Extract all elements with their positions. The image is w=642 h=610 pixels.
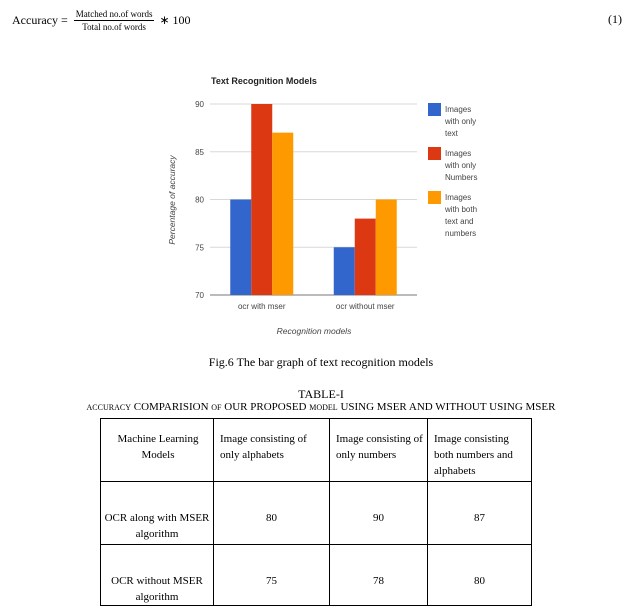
y-tick-label: 70 [195, 291, 204, 300]
subtitle-part: COMPARISION [130, 401, 212, 413]
bar [230, 200, 251, 296]
legend-label: text [445, 129, 458, 138]
legend-label: text and [445, 217, 474, 226]
header-cell [330, 419, 428, 482]
value-cell [214, 482, 330, 545]
subtitle-part: MODEL [309, 403, 338, 412]
value-cell [330, 482, 428, 545]
table-subtitle [0, 401, 642, 413]
legend-label: Images [445, 105, 472, 114]
legend-label: with both [445, 205, 478, 214]
row-value: 78 [373, 575, 384, 587]
y-tick-label: 85 [195, 147, 204, 157]
bar [251, 104, 272, 295]
legend-swatch [428, 103, 441, 116]
value-cell [330, 545, 428, 606]
row-label: OCR without MSER algorithm [111, 575, 203, 603]
equation-numerator: Matched no.of words [75, 8, 153, 19]
bar [272, 133, 293, 295]
value-cell [428, 545, 532, 606]
x-tick-label: ocr without mser [335, 302, 395, 311]
equation-number: (1) [608, 12, 622, 26]
row-value: 75 [266, 575, 277, 587]
row-label: OCR along with MSER algorithm [104, 512, 210, 540]
subtitle-part: OUR PROPOSED [221, 401, 310, 413]
value-cell [214, 545, 330, 606]
header-both: Image consisting both numbers and alphabets [434, 433, 513, 477]
equation-fraction [74, 9, 155, 32]
chart-title: Text Recognition Models [211, 76, 317, 86]
figure-caption: Fig.6 The bar graph of text recognition models [208, 355, 434, 369]
equation-multiplier: ∗ 100 [159, 12, 191, 27]
accuracy-equation [12, 6, 191, 34]
legend-label: numbers [445, 229, 477, 238]
row-value: 80 [266, 512, 277, 524]
row-value: 80 [474, 575, 485, 587]
subtitle-part: USING MSER AND WITHOUT USING MSER [337, 401, 556, 413]
legend-label: Numbers [445, 173, 478, 182]
y-tick-label: 90 [195, 100, 204, 109]
header-cell [214, 419, 330, 482]
y-tick-label: 75 [195, 243, 204, 253]
bar [334, 247, 355, 295]
legend-label: with only [445, 117, 477, 126]
subtitle-part: ACCURACY [86, 403, 131, 412]
row-value: 87 [474, 512, 485, 524]
y-axis-label: Percentage of accuracy [167, 155, 177, 245]
legend-label: Images [445, 193, 472, 202]
row-label-cell [101, 482, 214, 545]
table-row [101, 545, 532, 606]
header-cell [101, 419, 214, 482]
legend-label: with only [445, 161, 477, 170]
y-tick-label: 80 [195, 195, 204, 205]
header-cell [428, 419, 532, 482]
subtitle-part: OF [211, 403, 222, 412]
header-numbers: Image consisting of only numbers [336, 433, 423, 461]
table-header-row [101, 419, 532, 482]
results-table [100, 418, 532, 606]
header-models: Machine Learning Models [117, 433, 199, 461]
table-row [101, 482, 532, 545]
legend-swatch [428, 147, 441, 160]
bar-chart [160, 68, 500, 348]
bar [355, 219, 376, 295]
header-alphabets: Image consisting of only alphabets [220, 433, 307, 461]
row-value: 90 [373, 512, 384, 524]
table-title: TABLE-I [298, 387, 344, 401]
bar [376, 200, 397, 296]
x-axis-label: Recognition models [276, 326, 352, 336]
equation-denominator: Total no.of words [82, 21, 146, 32]
legend-label: Images [445, 149, 472, 158]
x-tick-label: ocr with mser [237, 302, 286, 311]
value-cell [428, 482, 532, 545]
row-label-cell [101, 545, 214, 606]
equation-lhs: Accuracy = [12, 12, 68, 27]
legend-swatch [428, 191, 441, 204]
